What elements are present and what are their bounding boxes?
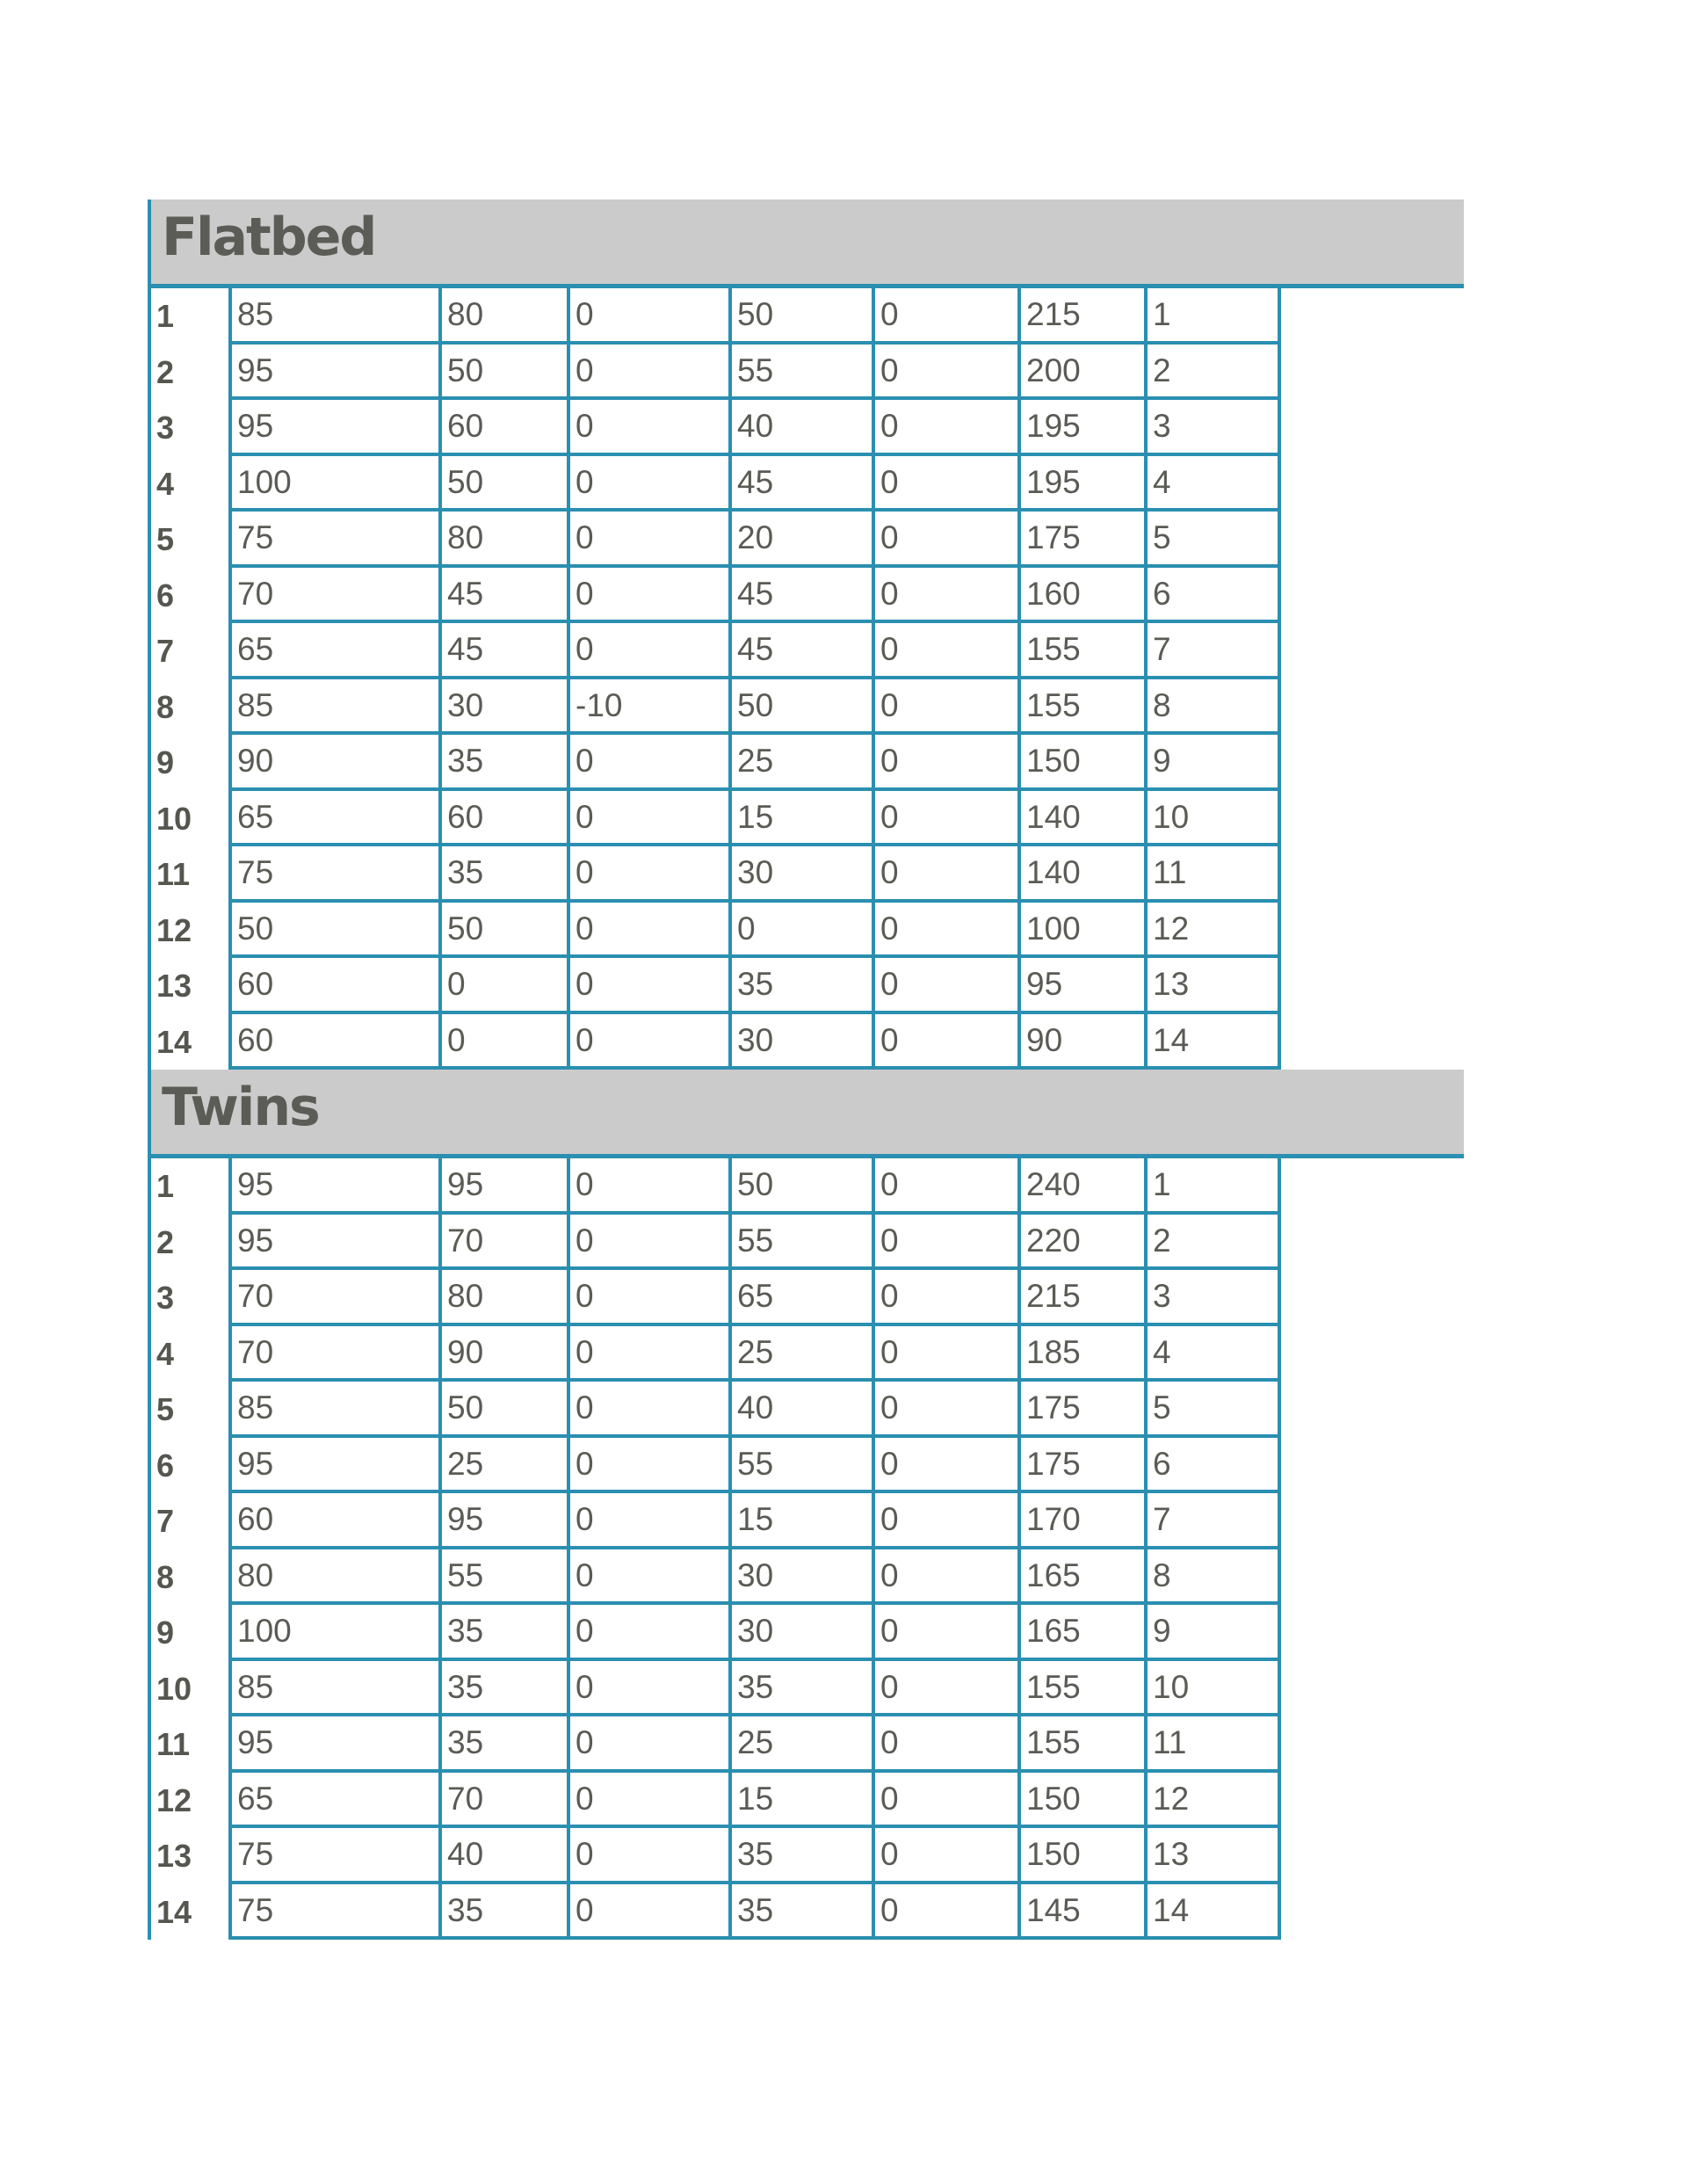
- row-rank: 9: [156, 744, 175, 780]
- row-rank: 9: [156, 1614, 175, 1651]
- table-cell: 0: [875, 1215, 1021, 1271]
- table-row: [151, 958, 1464, 1014]
- table-cell: 0: [875, 1661, 1021, 1717]
- table-cell: 80: [442, 288, 570, 345]
- table-cell: 155: [1021, 623, 1148, 679]
- table-cell: 9: [1148, 735, 1281, 791]
- table-cell: 0: [570, 456, 732, 512]
- table-cell: 0: [875, 679, 1021, 736]
- table-row: [151, 345, 1464, 401]
- table-row: [151, 568, 1464, 624]
- table-cell: 15: [732, 791, 875, 847]
- table-cell: 155: [1021, 679, 1148, 736]
- table-cell: 140: [1021, 791, 1148, 847]
- table-cell: 35: [442, 1661, 570, 1717]
- table-cell: 12: [1148, 1773, 1281, 1829]
- table-cell: 0: [570, 1158, 732, 1215]
- table-cell: 0: [875, 1158, 1021, 1215]
- table-cell: 40: [732, 400, 875, 456]
- table-cell: 35: [732, 958, 875, 1014]
- table-cell: 90: [1021, 1014, 1148, 1070]
- table-cell: 200: [1021, 345, 1148, 401]
- table-cell: 95: [228, 400, 442, 456]
- table-cell: 55: [732, 1215, 875, 1271]
- table-cell: 0: [875, 1828, 1021, 1884]
- table-cell: 35: [442, 735, 570, 791]
- table-cell: 60: [228, 958, 442, 1014]
- table-cell: 50: [442, 345, 570, 401]
- table-row: [151, 1014, 1464, 1070]
- table-cell: 30: [442, 679, 570, 736]
- table-row: [151, 1549, 1464, 1606]
- table-cell: 13: [1148, 1828, 1281, 1884]
- table-cell: 75: [228, 846, 442, 903]
- table-row: [151, 1828, 1464, 1884]
- table-cell: 11: [1148, 846, 1281, 903]
- table-cell: 0: [570, 1382, 732, 1438]
- row-rank: 10: [156, 800, 192, 837]
- row-rank: 6: [156, 577, 175, 613]
- table-row: [151, 1382, 1464, 1438]
- table-cell: 70: [228, 1326, 442, 1382]
- table-cell: 0: [570, 1326, 732, 1382]
- table-cell: 0: [570, 1014, 732, 1070]
- table-cell: 50: [442, 903, 570, 959]
- table-row: [151, 400, 1464, 456]
- table-cell: 0: [570, 1438, 732, 1494]
- table-cell: 0: [875, 400, 1021, 456]
- table-cell: 14: [1148, 1014, 1281, 1070]
- table-cell: 0: [875, 1716, 1021, 1773]
- table-cell: 13: [1148, 958, 1281, 1014]
- row-rank: 14: [156, 1023, 192, 1060]
- table-row: [151, 456, 1464, 512]
- table-row: [151, 1326, 1464, 1382]
- table-cell: 4: [1148, 456, 1281, 512]
- table-cell: 0: [570, 288, 732, 345]
- table-cell: 45: [442, 623, 570, 679]
- table-cell: 0: [875, 1773, 1021, 1829]
- table-cell: 50: [732, 1158, 875, 1215]
- row-rank: 3: [156, 1280, 175, 1316]
- table-cell: 80: [442, 1270, 570, 1326]
- table-cell: 30: [732, 1014, 875, 1070]
- row-rank: 5: [156, 1391, 175, 1427]
- table-cell: 7: [1148, 1493, 1281, 1549]
- table-row: [151, 1884, 1464, 1941]
- table-cell: 0: [875, 1270, 1021, 1326]
- table-cell: 50: [228, 903, 442, 959]
- table-cell: 0: [875, 568, 1021, 624]
- table-cell: 0: [570, 1270, 732, 1326]
- table-cell: 175: [1021, 1382, 1148, 1438]
- row-rank: 12: [156, 911, 192, 948]
- table-cell: 50: [732, 679, 875, 736]
- table-cell: 0: [570, 1493, 732, 1549]
- table-cell: 0: [875, 1605, 1021, 1661]
- row-rank: 10: [156, 1670, 192, 1707]
- table-cell: 30: [732, 1549, 875, 1606]
- table-cell: 100: [1021, 903, 1148, 959]
- table-cell: 70: [442, 1215, 570, 1271]
- table-cell: 70: [228, 1270, 442, 1326]
- table-cell: 70: [228, 568, 442, 624]
- table-cell: 55: [442, 1549, 570, 1606]
- table-row: [151, 903, 1464, 959]
- row-rank: 8: [156, 688, 175, 725]
- table-cell: 150: [1021, 1773, 1148, 1829]
- table-cell: 95: [442, 1493, 570, 1549]
- table-cell: 0: [570, 512, 732, 568]
- table-cell: 0: [442, 1014, 570, 1070]
- table-cell: 35: [442, 846, 570, 903]
- table-cell: 0: [875, 1326, 1021, 1382]
- table-cell: 0: [875, 846, 1021, 903]
- table-cell: 20: [732, 512, 875, 568]
- table-row: [151, 1215, 1464, 1271]
- table-cell: 0: [875, 903, 1021, 959]
- table-cell: 0: [875, 1382, 1021, 1438]
- table-cell: 14: [1148, 1884, 1281, 1941]
- table-cell: 70: [442, 1773, 570, 1829]
- table-cell: 7: [1148, 623, 1281, 679]
- table-cell: 35: [732, 1884, 875, 1941]
- table-row: [151, 1493, 1464, 1549]
- table-cell: 175: [1021, 512, 1148, 568]
- table-cell: -10: [570, 679, 732, 736]
- row-rank: 13: [156, 968, 192, 1004]
- row-rank: 2: [156, 1223, 175, 1260]
- row-rank: 11: [156, 856, 191, 892]
- table-cell: 215: [1021, 1270, 1148, 1326]
- row-rank: 12: [156, 1781, 192, 1818]
- row-rank: 7: [156, 1503, 175, 1539]
- table-cell: 95: [228, 1215, 442, 1271]
- table-cell: 220: [1021, 1215, 1148, 1271]
- table-cell: 0: [570, 400, 732, 456]
- score-table: [151, 1158, 1464, 1940]
- table-cell: 145: [1021, 1884, 1148, 1941]
- table-cell: 65: [228, 1773, 442, 1829]
- table-cell: 12: [1148, 903, 1281, 959]
- table-cell: 30: [732, 1605, 875, 1661]
- table-cell: 140: [1021, 846, 1148, 903]
- table-cell: 0: [570, 903, 732, 959]
- table-cell: 25: [732, 1716, 875, 1773]
- table-cell: 0: [875, 623, 1021, 679]
- table-row: [151, 1661, 1464, 1717]
- table-cell: 80: [228, 1549, 442, 1606]
- row-rank: 7: [156, 633, 175, 669]
- table-cell: 0: [875, 1014, 1021, 1070]
- table-cell: 0: [570, 1828, 732, 1884]
- table-cell: 95: [228, 345, 442, 401]
- table-cell: 11: [1148, 1716, 1281, 1773]
- table-row: [151, 288, 1464, 345]
- table-cell: 50: [732, 288, 875, 345]
- table-cell: 65: [732, 1270, 875, 1326]
- table-cell: 85: [228, 1661, 442, 1717]
- table-cell: 170: [1021, 1493, 1148, 1549]
- table-cell: 45: [442, 568, 570, 624]
- table-cell: 0: [570, 345, 732, 401]
- table-cell: 155: [1021, 1661, 1148, 1717]
- table-cell: 6: [1148, 1438, 1281, 1494]
- row-rank: 11: [156, 1726, 191, 1762]
- table-cell: 55: [732, 345, 875, 401]
- table-cell: 0: [732, 903, 875, 959]
- section-flatbed: [151, 200, 1464, 1070]
- table-cell: 3: [1148, 400, 1281, 456]
- table-cell: 95: [442, 1158, 570, 1215]
- table-cell: 0: [570, 623, 732, 679]
- table-cell: 0: [875, 958, 1021, 1014]
- section-title: Flatbed: [162, 207, 376, 268]
- row-rank: 5: [156, 521, 175, 557]
- table-cell: 0: [570, 1549, 732, 1606]
- table-cell: 195: [1021, 400, 1148, 456]
- table-cell: 0: [875, 735, 1021, 791]
- table-cell: 0: [570, 1884, 732, 1941]
- table-cell: 0: [875, 791, 1021, 847]
- table-cell: 45: [732, 623, 875, 679]
- table-cell: 0: [570, 1716, 732, 1773]
- table-cell: 90: [442, 1326, 570, 1382]
- table-row: [151, 1773, 1464, 1829]
- table-cell: 60: [228, 1014, 442, 1070]
- table-cell: 10: [1148, 1661, 1281, 1717]
- table-cell: 35: [442, 1716, 570, 1773]
- table-cell: 25: [732, 1326, 875, 1382]
- table-cell: 6: [1148, 568, 1281, 624]
- table-cell: 60: [228, 1493, 442, 1549]
- table-cell: 10: [1148, 791, 1281, 847]
- table-cell: 0: [570, 1661, 732, 1717]
- table-cell: 100: [228, 1605, 442, 1661]
- table-cell: 165: [1021, 1605, 1148, 1661]
- row-rank: 13: [156, 1838, 192, 1874]
- row-rank: 1: [156, 1168, 175, 1204]
- table-row: [151, 1438, 1464, 1494]
- table-cell: 95: [228, 1716, 442, 1773]
- table-cell: 8: [1148, 679, 1281, 736]
- table-cell: 40: [732, 1382, 875, 1438]
- table-row: [151, 1270, 1464, 1326]
- table-cell: 175: [1021, 1438, 1148, 1494]
- table-cell: 35: [442, 1884, 570, 1941]
- table-cell: 165: [1021, 1549, 1148, 1606]
- table-cell: 50: [442, 1382, 570, 1438]
- table-cell: 65: [228, 791, 442, 847]
- table-cell: 60: [442, 400, 570, 456]
- table-cell: 45: [732, 456, 875, 512]
- table-row: [151, 1158, 1464, 1215]
- row-rank: 1: [156, 298, 175, 334]
- row-rank: 2: [156, 353, 175, 390]
- table-cell: 0: [570, 735, 732, 791]
- section-header: [151, 200, 1464, 288]
- table-cell: 2: [1148, 345, 1281, 401]
- table-row: [151, 846, 1464, 903]
- table-cell: 0: [875, 1493, 1021, 1549]
- table-cell: 185: [1021, 1326, 1148, 1382]
- score-table: [151, 288, 1464, 1070]
- table-row: [151, 679, 1464, 736]
- table-cell: 100: [228, 456, 442, 512]
- table-cell: 30: [732, 846, 875, 903]
- table-cell: 150: [1021, 1828, 1148, 1884]
- table-cell: 90: [228, 735, 442, 791]
- table-cell: 0: [875, 456, 1021, 512]
- table-cell: 5: [1148, 1382, 1281, 1438]
- table-cell: 0: [875, 288, 1021, 345]
- table-cell: 0: [875, 345, 1021, 401]
- section-twins: [151, 1070, 1464, 1940]
- table-row: [151, 791, 1464, 847]
- table-cell: 0: [442, 958, 570, 1014]
- table-cell: 8: [1148, 1549, 1281, 1606]
- table-row: [151, 1716, 1464, 1773]
- row-rank: 14: [156, 1893, 192, 1930]
- table-cell: 85: [228, 288, 442, 345]
- table-cell: 5: [1148, 512, 1281, 568]
- table-cell: 35: [732, 1828, 875, 1884]
- table-cell: 60: [442, 791, 570, 847]
- table-cell: 25: [442, 1438, 570, 1494]
- row-rank: 6: [156, 1447, 175, 1484]
- table-cell: 0: [570, 846, 732, 903]
- row-rank: 8: [156, 1558, 175, 1595]
- table-cell: 45: [732, 568, 875, 624]
- table-cell: 155: [1021, 1716, 1148, 1773]
- table-row: [151, 1605, 1464, 1661]
- table-cell: 35: [442, 1605, 570, 1661]
- table-cell: 25: [732, 735, 875, 791]
- table-cell: 95: [228, 1158, 442, 1215]
- table-cell: 150: [1021, 735, 1148, 791]
- table-cell: 95: [228, 1438, 442, 1494]
- table-cell: 75: [228, 1884, 442, 1941]
- table-cell: 240: [1021, 1158, 1148, 1215]
- table-cell: 4: [1148, 1326, 1281, 1382]
- table-cell: 215: [1021, 288, 1148, 345]
- table-cell: 65: [228, 623, 442, 679]
- table-cell: 55: [732, 1438, 875, 1494]
- table-cell: 195: [1021, 456, 1148, 512]
- table-row: [151, 623, 1464, 679]
- table-cell: 40: [442, 1828, 570, 1884]
- score-sheet: [148, 200, 1464, 1940]
- table-cell: 85: [228, 679, 442, 736]
- table-row: [151, 512, 1464, 568]
- table-cell: 0: [570, 1773, 732, 1829]
- table-cell: 15: [732, 1493, 875, 1549]
- table-cell: 85: [228, 1382, 442, 1438]
- table-cell: 0: [570, 1215, 732, 1271]
- table-cell: 2: [1148, 1215, 1281, 1271]
- table-cell: 15: [732, 1773, 875, 1829]
- table-cell: 0: [875, 512, 1021, 568]
- table-cell: 0: [570, 568, 732, 624]
- table-cell: 80: [442, 512, 570, 568]
- table-cell: 1: [1148, 1158, 1281, 1215]
- section-title: Twins: [162, 1077, 319, 1138]
- table-cell: 35: [732, 1661, 875, 1717]
- table-cell: 160: [1021, 568, 1148, 624]
- table-cell: 9: [1148, 1605, 1281, 1661]
- table-cell: 0: [875, 1549, 1021, 1606]
- table-cell: 0: [570, 958, 732, 1014]
- table-cell: 0: [570, 791, 732, 847]
- table-cell: 1: [1148, 288, 1281, 345]
- table-cell: 0: [875, 1438, 1021, 1494]
- table-cell: 0: [570, 1605, 732, 1661]
- table-cell: 50: [442, 456, 570, 512]
- table-cell: 95: [1021, 958, 1148, 1014]
- table-row: [151, 735, 1464, 791]
- section-header: [151, 1070, 1464, 1158]
- row-rank: 3: [156, 410, 175, 446]
- table-cell: 75: [228, 1828, 442, 1884]
- row-rank: 4: [156, 465, 175, 502]
- table-cell: 3: [1148, 1270, 1281, 1326]
- table-cell: 75: [228, 512, 442, 568]
- row-rank: 4: [156, 1335, 175, 1372]
- table-cell: 0: [875, 1884, 1021, 1941]
